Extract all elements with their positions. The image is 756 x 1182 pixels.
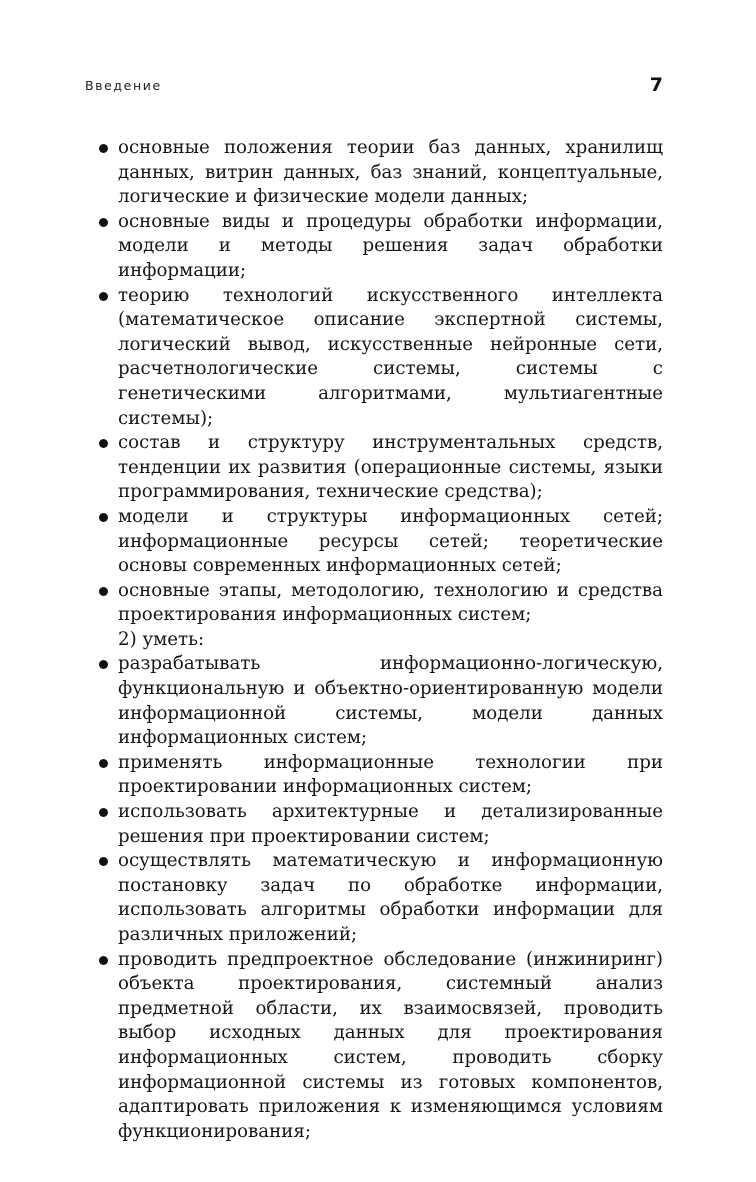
bullet-icon (99, 956, 108, 965)
page-body (99, 136, 663, 1144)
section-subheading: 2) уметь: (118, 628, 205, 650)
page-number: 7 (649, 74, 663, 96)
list-item-text: проводить предпроектное обследование (инжиниринг) объекта проектирования, системный анализ предметной области, их взаимосвязей, проводить выбор исходных данных для проектирования информационных систем, проводить сборку информационной системы из готовых компонентов, адаптировать приложения к изменяющимся условиям функционирования; (118, 948, 663, 1142)
page-header (85, 74, 663, 98)
bullet-icon (99, 660, 108, 669)
list-item-text: осуществлять математическую и информационную постановку задач по обработке информации, использовать алгоритмы обработки информации для различных приложений; (118, 850, 663, 945)
list-item-text: состав и структуру инструментальных средств, тенденции их развития (операционные системы, языки программирования, технические средства); (118, 432, 663, 503)
list-item-text: теорию технологий искусственного интеллекта (математическое описание экспертной системы, логический вывод, искусственные нейронные сети, расчетнологические системы, системы с генетическими алгоритмами, мультиагентные системы); (118, 284, 663, 429)
bullet-icon (99, 513, 108, 522)
list-item (99, 505, 663, 579)
list-item-text: модели и структуры информационных сетей; информационные ресурсы сетей; теоретические основы современных информационных сетей; (118, 505, 663, 577)
bullet-icon (99, 857, 108, 866)
list-item (99, 948, 663, 1145)
list-item (99, 751, 663, 800)
list-item-text: основные положения теории баз данных, хранилищ данных, витрин данных, баз знаний, концептуальные, логические и физические модели данных; (118, 137, 663, 208)
list-item (99, 579, 663, 628)
list-item-text: разрабатывать информационно-логическую, функциональную и объектно-ориентированную модели информационной системы, модели данных информационных систем; (118, 653, 663, 749)
list-item-text: применять информационные технологии при проектировании информационных систем; (118, 751, 663, 798)
bullet-icon (99, 587, 108, 596)
list-item (99, 210, 663, 284)
list-item-text: использовать архитектурные и детализированные решения при проектировании систем; (118, 801, 663, 847)
bullet-icon (99, 439, 108, 448)
bullet-icon (99, 144, 108, 153)
list-item (99, 431, 663, 505)
list-item (99, 136, 663, 210)
list-item (99, 800, 663, 849)
list-item-text: основные этапы, методологию, технологию и средства проектирования информационных систем; (118, 579, 663, 626)
list-item (99, 284, 663, 432)
bullet-icon (99, 759, 108, 768)
list-item (99, 652, 663, 750)
bullet-icon (99, 292, 108, 301)
bullet-icon (99, 808, 108, 817)
bullet-icon (99, 218, 108, 227)
list-item-text: основные виды и процедуры обработки информации, модели и методы решения задач обработки информации; (118, 210, 663, 281)
running-head: Введение (85, 78, 162, 93)
list-item (99, 849, 663, 947)
